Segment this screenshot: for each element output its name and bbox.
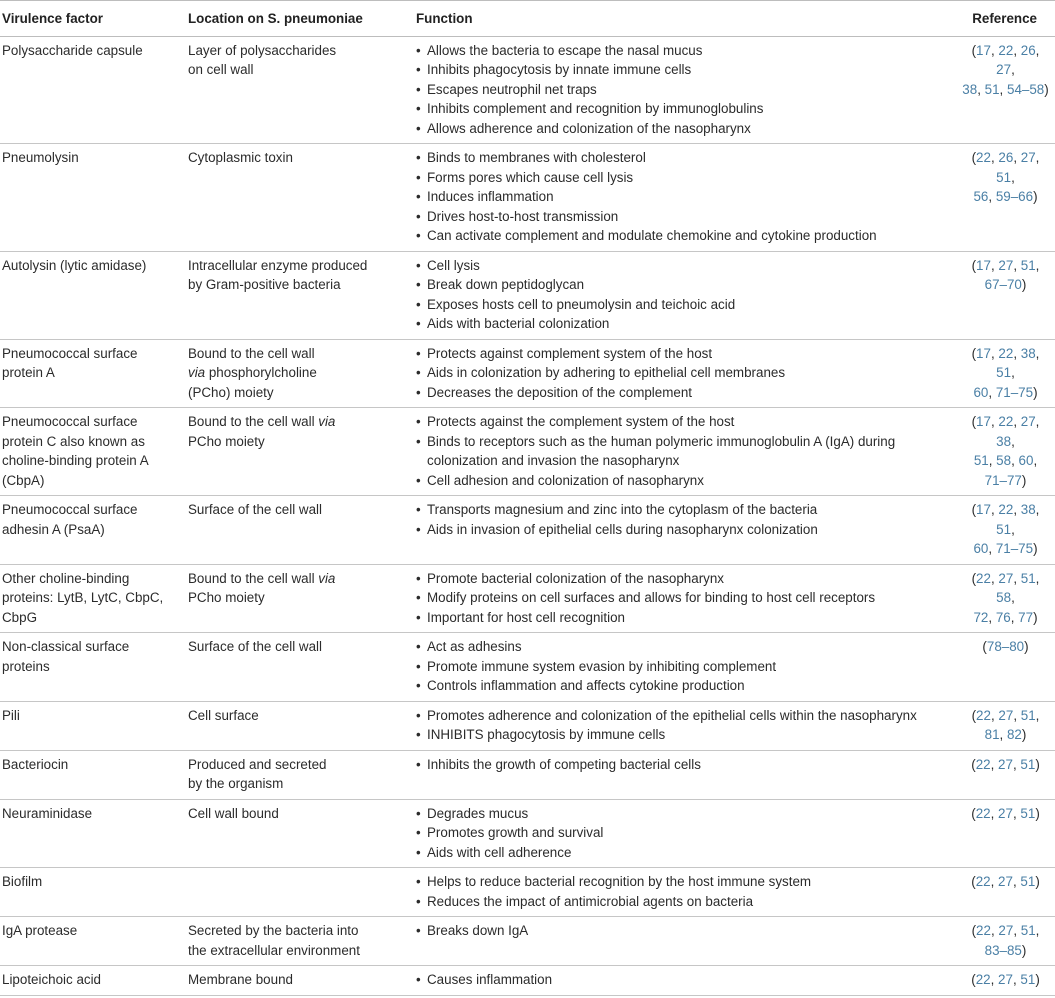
reference-number: 22 [975,756,991,772]
function-list [416,41,952,139]
reference-number: 51 [973,453,989,468]
reference-cell [956,868,1055,917]
reference-number: 59–66 [995,189,1034,204]
function-cell [416,750,956,799]
reference-number: 54–58 [1007,81,1045,97]
virulence-factor-cell [0,339,188,408]
reference-line: 71–77) [984,472,1027,488]
location-cell [188,339,416,408]
reference-cell [956,799,1055,868]
header-location: Location on S. pneumoniae [188,1,416,37]
reference-cell [956,144,1055,252]
reference-line: 67–70) [984,277,1027,292]
function-item: • Inhibits the growth of competing bacterial cells [416,755,952,775]
reference-number: 27 [998,570,1014,586]
reference-number: 17 [976,502,991,517]
location-line: Surface of the cell wall [188,502,322,517]
function-cell [416,701,956,750]
function-cell [416,144,956,252]
function-list [416,804,952,863]
reference-number: 27 [998,756,1013,772]
reference-number: 22 [998,502,1014,517]
virulence-factor-cell [0,966,188,996]
reference-number: 67–70 [984,277,1022,292]
table-row [0,564,1055,633]
reference-cell [956,339,1055,408]
virulence-factor-cell [0,917,188,966]
reference-number: 51 [996,169,1012,185]
reference-cell [956,917,1055,966]
virulence-factor-name: Pneumococcal surface protein A [2,345,138,380]
table-row [0,868,1055,917]
location-cell [188,496,416,565]
virulence-factor-name: Lipoteichoic acid [2,972,102,987]
reference-line: 60, 71–75) [973,541,1038,556]
reference-number: 27 [1020,150,1036,165]
table-row [0,339,1055,408]
location-line: Cell wall bound [188,805,279,821]
reference-number: 51 [1020,707,1036,723]
reference-cell [956,496,1055,565]
reference-line: (22, 27, 51) [971,874,1040,889]
reference-number: 38 [996,433,1012,449]
reference-number: 60 [1018,453,1034,468]
reference-number: 58 [996,590,1012,605]
function-item: • Aids in invasion of epithelial cells during nasopharynx colonization [416,520,952,540]
location-line: Membrane bound [188,972,293,987]
function-item: • Breaks down IgA [416,921,952,941]
function-cell [416,36,956,144]
function-cell [416,251,956,339]
function-item: • Cell adhesion and colonization of nasopharynx [416,471,952,491]
virulence-factor-name: Neuraminidase [2,805,93,821]
location-cell [188,799,416,868]
reference-line: (17, 22, 38, 51, [971,345,1040,380]
reference-number: 22 [975,874,991,889]
function-item: • Inhibits phagocytosis by innate immune cells [416,60,952,80]
location-cell [188,917,416,966]
virulence-factor-cell [0,633,188,702]
reference-number: 83–85 [984,942,1022,958]
virulence-factor-name: Autolysin (lytic amidase) [2,257,147,273]
reference-line: (22, 27, 51) [971,805,1040,821]
reference-number: 17 [976,257,991,273]
reference-cell [956,633,1055,702]
function-item: • Act as adhesins [416,637,952,657]
function-item: • Important for host cell recognition [416,608,952,628]
function-item: • Inhibits complement and recognition by immunoglobulins [416,99,952,119]
function-cell [416,339,956,408]
reference-number: 51 [1020,756,1036,772]
table-header [0,1,1055,37]
reference-line: 38, 51, 54–58) [962,81,1049,97]
reference-line: (78–80) [982,639,1029,654]
function-cell [416,633,956,702]
reference-cell [956,966,1055,996]
virulence-factor-cell [0,496,188,565]
table-row [0,701,1055,750]
reference-line: 60, 71–75) [973,384,1038,400]
reference-line: 72, 76, 77) [973,609,1038,625]
location-cell [188,251,416,339]
reference-cell [956,251,1055,339]
function-item: • Causes inflammation [416,970,952,990]
location-line: Cytoplasmic toxin [188,150,293,165]
reference-number: 22 [998,414,1014,429]
function-list [416,970,952,990]
reference-number: 51 [1020,805,1036,821]
location-cell [188,868,416,917]
reference-line: (17, 22, 26, 27, [971,42,1040,77]
reference-number: 71–75 [995,384,1034,400]
function-item: • Decreases the deposition of the complement [416,383,952,403]
reference-number: 27 [998,874,1013,889]
reference-number: 22 [975,972,991,987]
virulence-factor-cell [0,701,188,750]
reference-line: (17, 27, 51, [971,257,1040,273]
reference-cell [956,750,1055,799]
header-reference: Reference [956,1,1055,37]
header-virulence-factor: Virulence factor [0,1,188,37]
function-item: • Promote bacterial colonization of the nasopharynx [416,569,952,589]
reference-number: 27 [996,62,1012,77]
virulence-factor-cell [0,799,188,868]
reference-number: 77 [1018,609,1034,625]
reference-number: 22 [976,150,991,165]
function-item: • Allows the bacteria to escape the nasal mucus [416,41,952,61]
function-list [416,148,952,246]
function-list [416,500,952,539]
reference-number: 51 [1020,923,1036,938]
reference-number: 22 [998,42,1014,58]
location-cell [188,144,416,252]
reference-number: 81 [984,727,1000,742]
function-item: • Drives host-to-host transmission [416,207,952,227]
table-row [0,917,1055,966]
function-cell [416,496,956,565]
virulence-factor-cell [0,251,188,339]
function-item: • Can activate complement and modulate chemokine and cytokine production [416,226,952,246]
virulence-factor-name: Other choline-binding proteins: LytB, LytC, CbpC, CbpG [2,570,164,625]
virulence-factor-cell [0,144,188,252]
function-item: • Modify proteins on cell surfaces and allows for binding to host cell receptors [416,588,952,608]
reference-number: 22 [976,707,991,723]
function-item: • Degrades mucus [416,804,952,824]
function-list [416,637,952,696]
reference-number: 27 [998,923,1014,938]
function-item: • Protects against the complement system of the host [416,412,952,432]
reference-number: 17 [976,42,991,58]
location-line: Bound to the cell wall via [188,414,336,429]
location-cell [188,564,416,633]
reference-number: 51 [1020,257,1036,273]
reference-number: 58 [996,453,1012,468]
virulence-factor-name: Pili [2,707,20,723]
function-item: • Cell lysis [416,256,952,276]
function-item: • Aids with cell adherence [416,843,952,863]
reference-number: 51 [1020,874,1036,889]
location-line: Produced and secreted [188,756,327,772]
reference-number: 22 [998,345,1014,361]
table-row [0,408,1055,496]
location-line: (PCho) moiety [188,384,274,400]
function-item: • Binds to membranes with cholesterol [416,148,952,168]
table-row [0,966,1055,996]
reference-line: (17, 22, 38, 51, [971,502,1040,537]
location-line: by the organism [188,776,284,791]
location-line: the extracellular environment [188,942,360,958]
location-cell [188,408,416,496]
function-item: • Escapes neutrophil net traps [416,80,952,100]
reference-number: 17 [976,345,991,361]
function-item: • Aids in colonization by adhering to epithelial cell membranes [416,363,952,383]
reference-number: 51 [996,521,1012,537]
virulence-factor-name: IgA protease [2,923,78,938]
location-line: by Gram-positive bacteria [188,277,341,292]
reference-number: 76 [995,609,1011,625]
function-cell [416,917,956,966]
function-item: • Break down peptidoglycan [416,275,952,295]
reference-line: (22, 27, 51, 58, [971,570,1040,605]
reference-line: 83–85) [984,942,1027,958]
reference-number: 22 [976,923,991,938]
table-row [0,750,1055,799]
function-list [416,412,952,490]
reference-line: (17, 22, 27, 38, [971,414,1040,449]
reference-number: 51 [1020,570,1036,586]
reference-line: 81, 82) [984,727,1027,742]
reference-number: 82 [1006,727,1022,742]
virulence-factor-cell [0,750,188,799]
reference-number: 51 [984,81,1000,97]
virulence-factor-name: Biofilm [2,874,43,889]
function-list [416,569,952,628]
location-cell [188,966,416,996]
table-row [0,251,1055,339]
reference-line: 56, 59–66) [973,189,1038,204]
reference-cell [956,701,1055,750]
reference-number: 17 [976,414,991,429]
location-line: Intracellular enzyme produced [188,257,368,273]
reference-cell [956,36,1055,144]
virulence-factor-cell [0,868,188,917]
virulence-factor-name: Pneumococcal surface adhesin A (PsaA) [2,502,138,537]
reference-number: 78–80 [986,639,1025,654]
function-list [416,872,952,911]
function-cell [416,564,956,633]
virulence-factor-name: Polysaccharide capsule [2,42,143,58]
location-line: Secreted by the bacteria into [188,923,359,938]
virulence-factor-name: Pneumolysin [2,150,79,165]
virulence-factor-name: Bacteriocin [2,756,69,772]
reference-number: 38 [962,81,978,97]
reference-line: (22, 27, 51) [971,972,1040,987]
table-row [0,633,1055,702]
location-cell [188,36,416,144]
table-row [0,799,1055,868]
table-row [0,496,1055,565]
virulence-factor-name: Pneumococcal surface protein C also known as choline-binding protein A (CbpA) [2,414,148,488]
reference-number: 27 [998,972,1013,987]
function-item: • Allows adherence and colonization of the nasopharynx [416,119,952,139]
location-cell [188,750,416,799]
function-item: • Promotes growth and survival [416,823,952,843]
function-cell [416,868,956,917]
location-cell [188,701,416,750]
virulence-factor-cell [0,408,188,496]
reference-cell [956,564,1055,633]
function-item: • Controls inflammation and affects cytokine production [416,676,952,696]
reference-line: (22, 26, 27, 51, [971,150,1040,185]
function-item: • Helps to reduce bacterial recognition by the host immune system [416,872,952,892]
location-line: Surface of the cell wall [188,639,322,654]
function-item: • Exposes hosts cell to pneumolysin and teichoic acid [416,295,952,315]
location-line: on cell wall [188,62,254,77]
reference-number: 38 [1020,502,1036,517]
virulence-factor-cell [0,36,188,144]
reference-number: 38 [1020,345,1036,361]
function-item: • Induces inflammation [416,187,952,207]
reference-number: 22 [975,805,991,821]
function-list [416,706,952,745]
reference-number: 27 [998,257,1014,273]
function-item: • Aids with bacterial colonization [416,314,952,334]
reference-number: 26 [1020,42,1036,58]
header-row [0,1,1055,37]
reference-number: 51 [996,365,1012,380]
function-list [416,921,952,941]
reference-number: 60 [973,384,989,400]
reference-number: 71–75 [995,541,1034,556]
reference-line: 51, 58, 60, [973,453,1038,468]
location-line: Cell surface [188,707,259,723]
function-item: • Forms pores which cause cell lysis [416,168,952,188]
table-body [0,36,1055,995]
location-line: via phosphorylcholine [188,365,317,380]
table-row [0,36,1055,144]
function-cell [416,408,956,496]
function-item: • Promotes adherence and colonization of the epithelial cells within the nasopharynx [416,706,952,726]
function-cell [416,799,956,868]
function-list [416,344,952,403]
reference-number: 27 [998,707,1014,723]
reference-number: 26 [998,150,1014,165]
location-line: PCho moiety [188,590,265,605]
reference-number: 51 [1020,972,1036,987]
header-function: Function [416,1,956,37]
function-item: • Reduces the impact of antimicrobial agents on bacteria [416,892,952,912]
reference-number: 27 [1020,414,1036,429]
reference-number: 22 [976,570,991,586]
function-cell [416,966,956,996]
location-line: Bound to the cell wall [188,345,315,361]
reference-number: 71–77 [984,472,1022,488]
reference-number: 60 [973,541,989,556]
virulence-factor-cell [0,564,188,633]
reference-line: (22, 27, 51, [971,923,1040,938]
location-line: PCho moiety [188,433,265,449]
function-item: • INHIBITS phagocytosis by immune cells [416,725,952,745]
reference-number: 56 [973,189,989,204]
function-item: • Protects against complement system of the host [416,344,952,364]
function-list [416,755,952,775]
reference-line: (22, 27, 51, [971,707,1040,723]
reference-number: 72 [973,609,989,625]
function-list [416,256,952,334]
location-line: Layer of polysaccharides [188,42,337,58]
reference-line: (22, 27, 51) [971,756,1040,772]
location-cell [188,633,416,702]
function-item: • Binds to receptors such as the human polymeric immunoglobulin A (IgA) during colonization and invasion the nasopharynx [416,432,952,471]
function-item: • Promote immune system evasion by inhibiting complement [416,657,952,677]
table-row [0,144,1055,252]
reference-cell [956,408,1055,496]
virulence-factor-name: Non-classical surface proteins [2,639,130,674]
reference-number: 27 [998,805,1013,821]
location-line: Bound to the cell wall via [188,570,336,586]
function-item: • Transports magnesium and zinc into the cytoplasm of the bacteria [416,500,952,520]
